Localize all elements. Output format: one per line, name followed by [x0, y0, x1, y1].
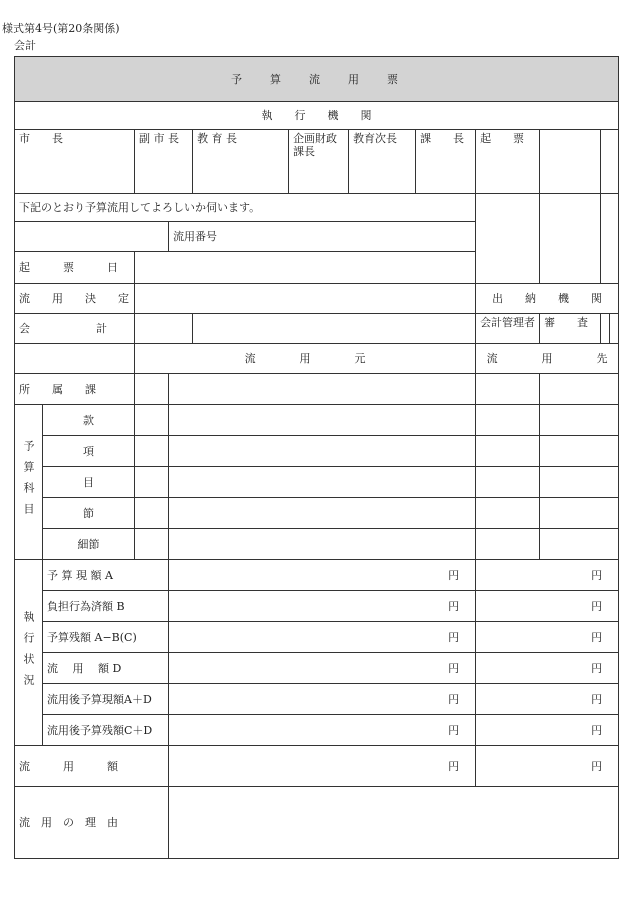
approver-mayor: 市 長	[15, 130, 135, 194]
reason-field[interactable]	[169, 787, 619, 859]
blank-cell	[15, 344, 135, 374]
dest-amount[interactable]: 円	[476, 684, 619, 715]
dest-dept-name[interactable]	[540, 374, 619, 405]
transfer-decision-field[interactable]	[135, 284, 476, 314]
source-name[interactable]	[169, 529, 476, 560]
source-name[interactable]	[169, 405, 476, 436]
dest-code[interactable]	[476, 436, 540, 467]
approver-deputy-superintendent: 教育次長	[349, 130, 416, 194]
dest-name[interactable]	[540, 436, 619, 467]
source-dept-name[interactable]	[169, 374, 476, 405]
dest-code[interactable]	[476, 467, 540, 498]
department-label: 会計	[14, 39, 36, 52]
source-code[interactable]	[135, 498, 169, 529]
dest-name[interactable]	[540, 467, 619, 498]
dest-transfer-amount[interactable]: 円	[476, 746, 619, 787]
exec-row-label: 流 用 額 D	[43, 653, 169, 684]
approver-planning-finance-chief: 企画財政課長	[289, 130, 349, 194]
source-amount[interactable]: 円	[169, 684, 476, 715]
dest-code[interactable]	[476, 529, 540, 560]
approval-box[interactable]	[540, 130, 601, 194]
source-amount[interactable]: 円	[169, 653, 476, 684]
review-label: 審 査	[540, 314, 601, 344]
source-amount[interactable]: 円	[169, 715, 476, 746]
approver-deputy-mayor: 副 市 長	[135, 130, 193, 194]
transfer-number-label: 流用番号	[169, 222, 476, 252]
source-amount[interactable]: 円	[169, 622, 476, 653]
source-code[interactable]	[135, 405, 169, 436]
source-dept-code[interactable]	[135, 374, 169, 405]
approver-drafter: 起 票	[476, 130, 540, 194]
exec-row-label: 予算残額 A−B(C)	[43, 622, 169, 653]
accounting-label: 会 計	[15, 314, 135, 344]
treasury-org-header: 出 納 機 関	[476, 284, 619, 314]
department-label: 所 属 課	[15, 374, 135, 405]
form-number: 様式第4号(第20条関係)	[2, 22, 120, 35]
dest-code[interactable]	[476, 405, 540, 436]
source-name[interactable]	[169, 436, 476, 467]
source-name[interactable]	[169, 498, 476, 529]
draft-date-label: 起 票 日	[15, 252, 135, 284]
dest-amount[interactable]: 円	[476, 560, 619, 591]
transfer-amount-label: 流 用 額	[15, 746, 169, 787]
budget-item-kou: 項	[43, 436, 135, 467]
dest-dept-code[interactable]	[476, 374, 540, 405]
source-code[interactable]	[135, 529, 169, 560]
draft-date-field[interactable]	[135, 252, 476, 284]
execution-org-header: 執 行 機 関	[15, 102, 619, 130]
source-header: 流 用 元	[135, 344, 476, 374]
budget-item-moku: 目	[43, 467, 135, 498]
approval-box[interactable]	[601, 130, 619, 194]
form-title: 予算流用票	[15, 57, 619, 102]
approval-box[interactable]	[476, 194, 540, 284]
budget-item-kan: 款	[43, 405, 135, 436]
transfer-decision-label: 流 用 決 定	[15, 284, 135, 314]
source-name[interactable]	[169, 467, 476, 498]
review-box[interactable]	[601, 314, 610, 344]
budget-item-saisetsu: 細節	[43, 529, 135, 560]
exec-row-label: 流用後予算現額A＋D	[43, 684, 169, 715]
budget-item-setsu: 節	[43, 498, 135, 529]
exec-status-label: 執行状況	[15, 560, 43, 746]
dest-name[interactable]	[540, 498, 619, 529]
request-text: 下記のとおり予算流用してよろしいか伺います。	[15, 194, 476, 222]
source-amount[interactable]: 円	[169, 591, 476, 622]
source-amount[interactable]: 円	[169, 560, 476, 591]
source-code[interactable]	[135, 436, 169, 467]
approval-box[interactable]	[601, 194, 619, 284]
approver-superintendent: 教 育 長	[193, 130, 289, 194]
exec-row-label: 予 算 現 額 A	[43, 560, 169, 591]
accounting-field-2[interactable]	[193, 314, 476, 344]
dest-code[interactable]	[476, 498, 540, 529]
approver-section-chief: 課 長	[416, 130, 476, 194]
exec-row-label: 負担行為済額 B	[43, 591, 169, 622]
source-code[interactable]	[135, 467, 169, 498]
dest-name[interactable]	[540, 405, 619, 436]
exec-row-label: 流用後予算残額C＋D	[43, 715, 169, 746]
accounting-field-1[interactable]	[135, 314, 193, 344]
accountant-label: 会計管理者	[476, 314, 540, 344]
dest-amount[interactable]: 円	[476, 622, 619, 653]
source-transfer-amount[interactable]: 円	[169, 746, 476, 787]
dest-name[interactable]	[540, 529, 619, 560]
destination-header: 流 用 先	[476, 344, 619, 374]
request-blank[interactable]	[15, 222, 169, 252]
budget-transfer-form	[14, 56, 619, 859]
budget-item-label: 予算科目	[15, 405, 43, 560]
dest-amount[interactable]: 円	[476, 653, 619, 684]
dest-amount[interactable]: 円	[476, 591, 619, 622]
review-box[interactable]	[610, 314, 619, 344]
dest-amount[interactable]: 円	[476, 715, 619, 746]
reason-label: 流 用 の 理 由	[15, 787, 169, 859]
approval-box[interactable]	[540, 194, 601, 284]
